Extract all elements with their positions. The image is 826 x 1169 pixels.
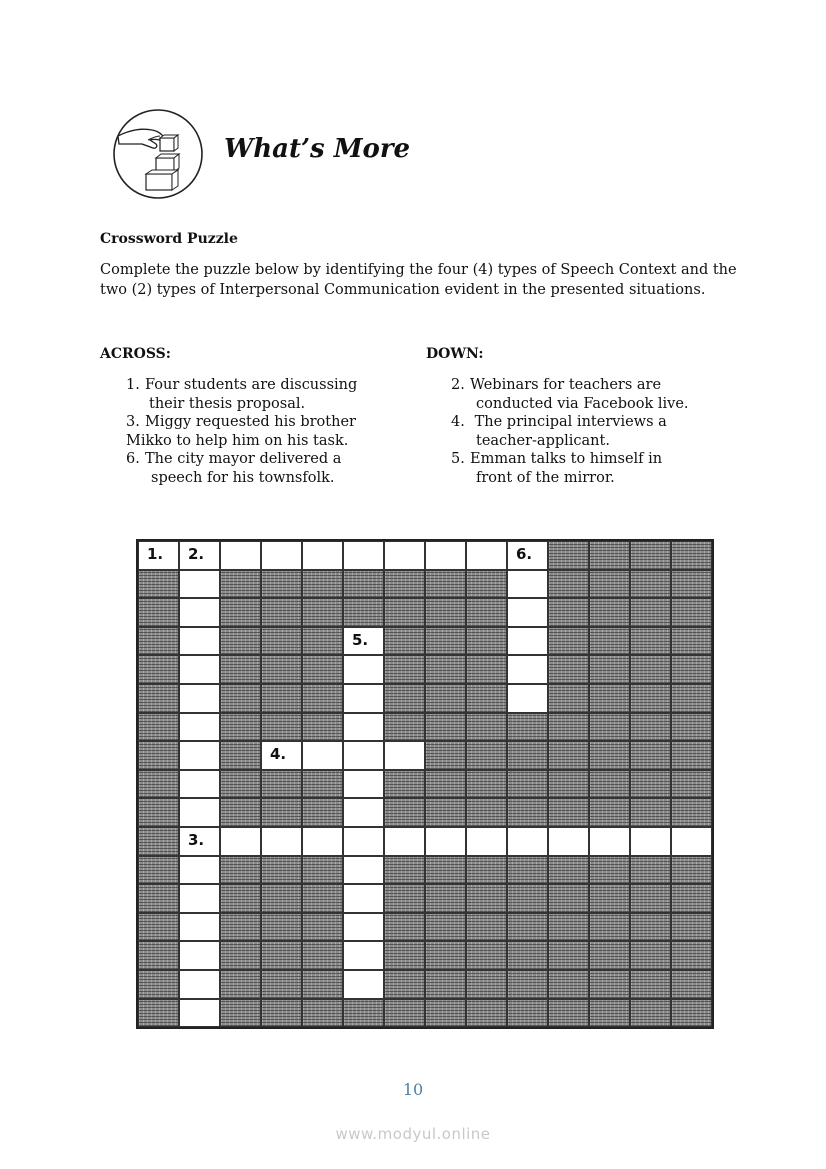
- crossword-block: [425, 570, 466, 599]
- crossword-block: [507, 770, 548, 799]
- crossword-block: [466, 627, 507, 656]
- crossword-block: [630, 770, 671, 799]
- clue-text-continued: speech for his townsfolk.: [151, 469, 335, 486]
- crossword-block: [261, 770, 302, 799]
- crossword-block: [466, 770, 507, 799]
- crossword-block: [302, 941, 343, 970]
- clue-text-continued: front of the mirror.: [476, 469, 615, 486]
- crossword-block: [630, 941, 671, 970]
- crossword-cell[interactable]: [179, 684, 220, 713]
- crossword-cell[interactable]: [507, 684, 548, 713]
- crossword-cell[interactable]: [343, 941, 384, 970]
- crossword-block: [384, 884, 425, 913]
- crossword-block: [671, 884, 712, 913]
- crossword-cell[interactable]: [507, 598, 548, 627]
- crossword-block: [384, 913, 425, 942]
- crossword-block: [302, 684, 343, 713]
- crossword-block: [302, 570, 343, 599]
- crossword-block: [138, 856, 179, 885]
- crossword-cell[interactable]: [179, 884, 220, 913]
- crossword-block: [671, 941, 712, 970]
- crossword-block: [589, 999, 630, 1028]
- crossword-block: [548, 913, 589, 942]
- clue-number: 5.: [451, 451, 465, 468]
- crossword-block: [671, 770, 712, 799]
- crossword-cell[interactable]: [507, 541, 548, 570]
- crossword-block: [425, 598, 466, 627]
- crossword-block: [220, 570, 261, 599]
- crossword-block: [220, 970, 261, 999]
- crossword-block: [261, 713, 302, 742]
- crossword-block: [425, 856, 466, 885]
- crossword-block: [671, 627, 712, 656]
- crossword-block: [630, 970, 671, 999]
- crossword-block: [138, 999, 179, 1028]
- crossword-block: [507, 741, 548, 770]
- crossword-block: [671, 655, 712, 684]
- crossword-block: [343, 598, 384, 627]
- across-clue-6: [126, 450, 357, 487]
- crossword-cell[interactable]: [179, 713, 220, 742]
- section-logo-icon: [112, 108, 204, 200]
- crossword-block: [302, 970, 343, 999]
- crossword-block: [138, 713, 179, 742]
- crossword-block: [261, 684, 302, 713]
- crossword-cell[interactable]: [630, 827, 671, 856]
- crossword-block: [671, 970, 712, 999]
- crossword-block: [589, 713, 630, 742]
- crossword-block: [302, 627, 343, 656]
- crossword-block: [425, 627, 466, 656]
- clue-text-continued: their thesis proposal.: [149, 395, 306, 412]
- crossword-block: [589, 655, 630, 684]
- crossword-cell[interactable]: [507, 570, 548, 599]
- crossword-block: [343, 570, 384, 599]
- crossword-block: [302, 913, 343, 942]
- crossword-block: [589, 741, 630, 770]
- crossword-cell[interactable]: [179, 999, 220, 1028]
- across-clue-list: [126, 376, 357, 488]
- crossword-cell[interactable]: [548, 827, 589, 856]
- crossword-block: [507, 999, 548, 1028]
- crossword-block: [589, 798, 630, 827]
- crossword-block: [466, 741, 507, 770]
- crossword-block: [671, 541, 712, 570]
- crossword-block: [220, 655, 261, 684]
- crossword-block: [261, 798, 302, 827]
- crossword-cell[interactable]: [261, 541, 302, 570]
- crossword-cell[interactable]: [384, 741, 425, 770]
- crossword-block: [384, 713, 425, 742]
- crossword-cell[interactable]: [466, 827, 507, 856]
- crossword-block: [220, 598, 261, 627]
- crossword-block: [384, 798, 425, 827]
- page-number: 10: [402, 1080, 424, 1099]
- crossword-block: [384, 770, 425, 799]
- crossword-cell[interactable]: [343, 684, 384, 713]
- crossword-block: [384, 856, 425, 885]
- crossword-block: [384, 627, 425, 656]
- crossword-block: [630, 856, 671, 885]
- crossword-cell[interactable]: [507, 655, 548, 684]
- crossword-block: [630, 570, 671, 599]
- crossword-block: [548, 655, 589, 684]
- crossword-cell[interactable]: [302, 827, 343, 856]
- crossword-cell[interactable]: [261, 741, 302, 770]
- crossword-block: [302, 999, 343, 1028]
- crossword-block: [220, 884, 261, 913]
- crossword-block: [507, 884, 548, 913]
- crossword-block: [630, 884, 671, 913]
- crossword-cell[interactable]: [179, 856, 220, 885]
- crossword-block: [302, 856, 343, 885]
- cell-clue-number: 2.: [188, 545, 205, 563]
- crossword-cell[interactable]: [179, 570, 220, 599]
- crossword-block: [589, 941, 630, 970]
- crossword-cell[interactable]: [343, 970, 384, 999]
- clue-number: 2.: [451, 377, 465, 393]
- clue-text-continued: teacher-applicant.: [476, 432, 610, 449]
- crossword-block: [630, 741, 671, 770]
- crossword-block: [261, 941, 302, 970]
- crossword-block: [630, 999, 671, 1028]
- crossword-block: [220, 770, 261, 799]
- crossword-cell[interactable]: [589, 827, 630, 856]
- crossword-block: [384, 970, 425, 999]
- crossword-block: [671, 999, 712, 1028]
- crossword-block: [220, 856, 261, 885]
- crossword-block: [548, 570, 589, 599]
- crossword-block: [302, 655, 343, 684]
- crossword-block: [220, 798, 261, 827]
- crossword-block: [548, 684, 589, 713]
- crossword-block: [548, 598, 589, 627]
- crossword-block: [548, 856, 589, 885]
- crossword-block: [138, 884, 179, 913]
- clue-number: 4.: [451, 414, 465, 431]
- crossword-cell[interactable]: [384, 827, 425, 856]
- crossword-cell[interactable]: [138, 541, 179, 570]
- clue-text: Emman talks to himself in: [470, 451, 663, 468]
- across-clue-3: [126, 413, 357, 450]
- crossword-block: [507, 856, 548, 885]
- crossword-cell[interactable]: [343, 856, 384, 885]
- clue-text: The principal interviews a: [470, 414, 667, 431]
- crossword-block: [589, 770, 630, 799]
- crossword-block: [671, 598, 712, 627]
- crossword-block: [220, 684, 261, 713]
- crossword-block: [261, 970, 302, 999]
- crossword-block: [138, 827, 179, 856]
- crossword-block: [548, 970, 589, 999]
- crossword-block: [589, 570, 630, 599]
- instructions-text: Complete the puzzle below by identifying the four (4) types of Speech Context and the two (2) types of Interpersonal Communication evident in the presented situations.: [100, 262, 737, 298]
- clue-text: The city mayor delivered a: [145, 451, 342, 468]
- crossword-block: [425, 713, 466, 742]
- crossword-block: [138, 741, 179, 770]
- crossword-block: [138, 798, 179, 827]
- crossword-block: [425, 770, 466, 799]
- crossword-cell[interactable]: [343, 913, 384, 942]
- crossword-cell[interactable]: [179, 598, 220, 627]
- crossword-block: [425, 798, 466, 827]
- crossword-block: [507, 970, 548, 999]
- crossword-cell[interactable]: [507, 627, 548, 656]
- crossword-block: [589, 541, 630, 570]
- cell-clue-number: 4.: [270, 745, 287, 764]
- crossword-cell[interactable]: [671, 827, 712, 856]
- crossword-cell[interactable]: [302, 541, 343, 570]
- crossword-block: [630, 913, 671, 942]
- crossword-block: [425, 970, 466, 999]
- crossword-block: [466, 970, 507, 999]
- crossword-block: [548, 741, 589, 770]
- crossword-cell[interactable]: [384, 541, 425, 570]
- clue-number: 3.: [126, 414, 140, 431]
- crossword-cell[interactable]: [179, 627, 220, 656]
- crossword-block: [302, 713, 343, 742]
- crossword-block: [261, 655, 302, 684]
- cell-clue-number: 3.: [188, 830, 205, 849]
- crossword-block: [630, 598, 671, 627]
- crossword-cell[interactable]: [220, 541, 261, 570]
- crossword-block: [466, 684, 507, 713]
- crossword-cell[interactable]: [425, 541, 466, 570]
- crossword-cell[interactable]: [343, 770, 384, 799]
- crossword-block: [138, 941, 179, 970]
- crossword-cell[interactable]: [343, 655, 384, 684]
- crossword-block: [507, 941, 548, 970]
- down-heading: DOWN:: [426, 346, 484, 362]
- cell-clue-number: 5.: [352, 630, 369, 649]
- clue-number: 1.: [126, 377, 140, 393]
- crossword-block: [138, 598, 179, 627]
- crossword-block: [302, 798, 343, 827]
- crossword-block: [466, 570, 507, 599]
- crossword-block: [671, 856, 712, 885]
- cell-clue-number: 1.: [147, 545, 164, 563]
- crossword-block: [466, 598, 507, 627]
- crossword-cell[interactable]: [179, 541, 220, 570]
- crossword-block: [507, 798, 548, 827]
- crossword-block: [425, 741, 466, 770]
- crossword-cell[interactable]: [220, 827, 261, 856]
- crossword-block: [138, 913, 179, 942]
- crossword-cell[interactable]: [179, 770, 220, 799]
- crossword-block: [548, 941, 589, 970]
- down-clue-list: [451, 376, 689, 488]
- clue-text-continued: conducted via Facebook live.: [476, 395, 689, 412]
- clue-text-continued: Mikko to help him on his task.: [126, 432, 349, 449]
- crossword-block: [630, 541, 671, 570]
- crossword-block: [589, 684, 630, 713]
- across-clue-1: [126, 376, 357, 413]
- crossword-block: [589, 884, 630, 913]
- crossword-block: [671, 798, 712, 827]
- crossword-cell[interactable]: [507, 827, 548, 856]
- crossword-block: [261, 598, 302, 627]
- crossword-block: [425, 913, 466, 942]
- crossword-block: [589, 913, 630, 942]
- crossword-cell[interactable]: [343, 884, 384, 913]
- crossword-block: [630, 655, 671, 684]
- crossword-block: [548, 798, 589, 827]
- crossword-block: [261, 999, 302, 1028]
- crossword-cell[interactable]: [179, 655, 220, 684]
- clue-text: Four students are discussing: [145, 377, 358, 393]
- crossword-block: [671, 684, 712, 713]
- crossword-block: [671, 713, 712, 742]
- crossword-block: [343, 999, 384, 1028]
- crossword-grid-wrapper: [136, 539, 714, 1029]
- crossword-block: [548, 713, 589, 742]
- crossword-cell[interactable]: [343, 798, 384, 827]
- crossword-cell[interactable]: [179, 913, 220, 942]
- crossword-block: [425, 684, 466, 713]
- crossword-block: [548, 541, 589, 570]
- crossword-block: [589, 856, 630, 885]
- crossword-block: [466, 913, 507, 942]
- crossword-block: [138, 655, 179, 684]
- crossword-block: [261, 570, 302, 599]
- clue-text: Miggy requested his brother: [145, 414, 356, 431]
- crossword-cell[interactable]: [179, 741, 220, 770]
- crossword-block: [138, 970, 179, 999]
- down-clue-5: [451, 450, 689, 487]
- crossword-block: [466, 999, 507, 1028]
- crossword-block: [466, 856, 507, 885]
- crossword-block: [261, 884, 302, 913]
- crossword-block: [671, 570, 712, 599]
- crossword-block: [302, 598, 343, 627]
- crossword-block: [220, 627, 261, 656]
- crossword-block: [384, 999, 425, 1028]
- crossword-cell[interactable]: [343, 741, 384, 770]
- crossword-cell[interactable]: [179, 827, 220, 856]
- across-heading: ACROSS:: [100, 346, 171, 362]
- crossword-cell[interactable]: [343, 627, 384, 656]
- crossword-block: [261, 913, 302, 942]
- crossword-block: [220, 941, 261, 970]
- crossword-block: [138, 684, 179, 713]
- crossword-block: [671, 913, 712, 942]
- crossword-block: [548, 999, 589, 1028]
- crossword-block: [302, 884, 343, 913]
- crossword-block: [589, 627, 630, 656]
- crossword-block: [384, 684, 425, 713]
- crossword-block: [466, 884, 507, 913]
- crossword-block: [548, 770, 589, 799]
- crossword-block: [630, 713, 671, 742]
- crossword-block: [384, 655, 425, 684]
- crossword-cell[interactable]: [179, 941, 220, 970]
- crossword-block: [220, 713, 261, 742]
- crossword-cell[interactable]: [343, 541, 384, 570]
- crossword-cell[interactable]: [466, 541, 507, 570]
- crossword-block: [384, 570, 425, 599]
- crossword-block: [220, 741, 261, 770]
- crossword-block: [630, 627, 671, 656]
- clue-text: Webinars for teachers are: [470, 377, 662, 393]
- crossword-block: [548, 627, 589, 656]
- crossword-block: [138, 627, 179, 656]
- crossword-block: [589, 970, 630, 999]
- crossword-block: [220, 999, 261, 1028]
- crossword-block: [220, 913, 261, 942]
- down-clue-4: [451, 413, 689, 450]
- watermark: www.modyul.online: [335, 1125, 491, 1143]
- crossword-block: [466, 798, 507, 827]
- crossword-cell[interactable]: [179, 970, 220, 999]
- crossword-block: [425, 884, 466, 913]
- crossword-grid: [136, 539, 714, 1029]
- crossword-block: [261, 856, 302, 885]
- crossword-cell[interactable]: [302, 741, 343, 770]
- crossword-block: [302, 770, 343, 799]
- down-clue-2: [451, 376, 689, 413]
- crossword-block: [384, 941, 425, 970]
- crossword-block: [425, 655, 466, 684]
- cell-clue-number: 6.: [516, 545, 533, 563]
- crossword-block: [630, 684, 671, 713]
- crossword-block: [466, 941, 507, 970]
- crossword-block: [261, 627, 302, 656]
- clue-number: 6.: [126, 451, 140, 468]
- crossword-cell[interactable]: [425, 827, 466, 856]
- crossword-block: [425, 941, 466, 970]
- crossword-block: [138, 570, 179, 599]
- crossword-block: [671, 741, 712, 770]
- section-heading: What’s More: [224, 134, 411, 164]
- crossword-block: [425, 999, 466, 1028]
- crossword-block: [507, 913, 548, 942]
- crossword-block: [507, 713, 548, 742]
- crossword-cell[interactable]: [343, 827, 384, 856]
- crossword-cell[interactable]: [179, 798, 220, 827]
- puzzle-title: Crossword Puzzle: [100, 231, 238, 247]
- crossword-block: [466, 655, 507, 684]
- crossword-block: [589, 598, 630, 627]
- crossword-block: [384, 598, 425, 627]
- crossword-block: [630, 798, 671, 827]
- crossword-cell[interactable]: [261, 827, 302, 856]
- crossword-block: [548, 884, 589, 913]
- crossword-cell[interactable]: [343, 713, 384, 742]
- crossword-block: [466, 713, 507, 742]
- crossword-block: [138, 770, 179, 799]
